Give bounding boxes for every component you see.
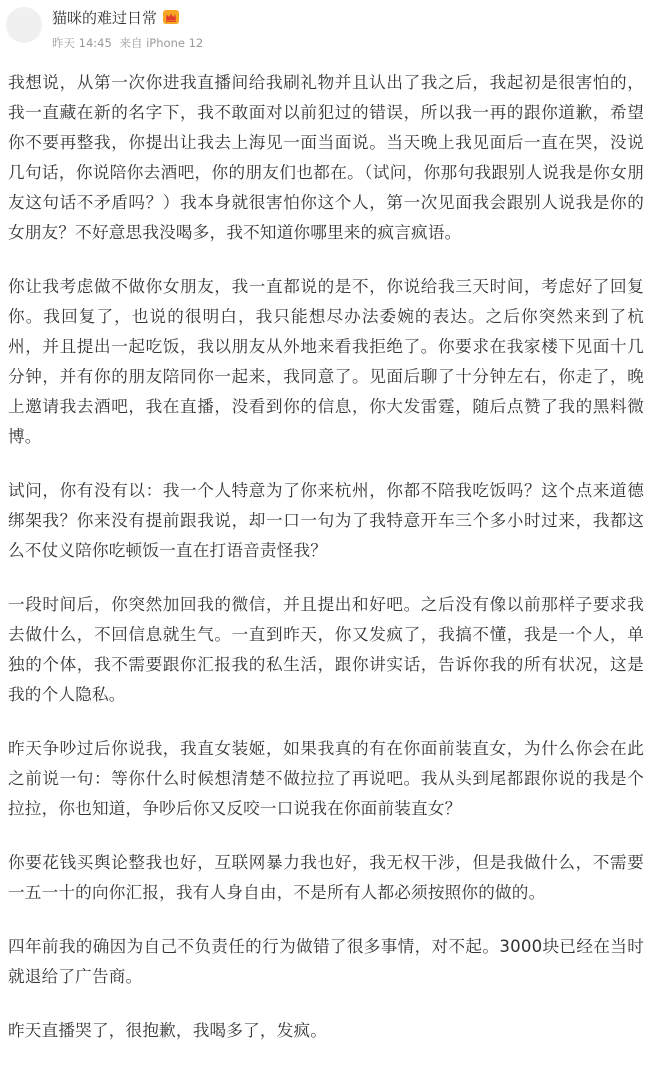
paragraph-7: 四年前我的确因为自己不负责任的行为做错了很多事情，对不起。3000块已经在当时就退给了广告商。 — [8, 937, 644, 986]
post-body — [8, 68, 644, 1070]
post-header — [0, 0, 650, 64]
paragraph-6: 你要花钱买舆论整我也好，互联网暴力我也好，我无权干涉，但是我做什么，不需要一五一十的向你汇报，我有人身自由，不是所有人都必须按照你的做的。 — [8, 853, 644, 902]
post-meta — [52, 35, 207, 51]
paragraph-4: 一段时间后，你突然加回我的微信，并且提出和好吧。之后没有像以前那样子要求我去做什么，不回信息就生气。一直到昨天，你又发疯了，我搞不懂，我是一个人，单独的个体，我不需要跟你汇报我的私生活，跟你讲实话，告诉你我的所有状况，这是我的个人隐私。 — [8, 595, 644, 704]
avatar[interactable] — [6, 7, 42, 43]
paragraph-1: 我想说，从第一次你进我直播间给我刷礼物并且认出了我之后，我起初是很害怕的，我一直藏在新的名字下，我不敢面对以前犯过的错误，所以我一再的跟你道歉，希望你不要再整我，你提出让我去上海见一面当面说。当天晚上我见面后一直在哭，没说几句话，你说陪你去酒吧，你的朋友们也都在。（试问，你那句我跟别人说我是你女朋友这句话不矛盾吗？）我本身就很害怕你这个人，第一次见面我会跟别人说我是你的女朋友？不好意思我没喝多，我不知道你哪里来的疯言疯语。 — [8, 73, 644, 242]
username-text[interactable]: 猫咪的难过日常 — [52, 9, 158, 27]
paragraph-3: 试问，你有没有以：我一个人特意为了你来杭州，你都不陪我吃饭吗？这个点来道德绑架我？你来没有提前跟我说，却一口一句为了我特意开车三个多小时过来，我都这么不仗义陪你吃顿饭一直在打语音责怪我？ — [8, 481, 644, 560]
paragraph-5: 昨天争吵过后你说我，我直女装姬，如果我真的有在你面前装直女，为什么你会在此之前说一句：等你什么时候想清楚不做拉拉了再说吧。我从头到尾都跟你说的我是个拉拉，你也知道，争吵后你又反咬一口说我在你面前装直女？ — [8, 739, 644, 818]
paragraph-8: 昨天直播哭了，很抱歉，我喝多了，发疯。 — [8, 1021, 328, 1040]
vip-crown-icon — [163, 10, 179, 24]
paragraph-2: 你让我考虑做不做你女朋友，我一直都说的是不，你说给我三天时间，考虑好了回复你。我回复了，也说的很明白，我只能想尽办法委婉的表达。之后你突然来到了杭州，并且提出一起吃饭，我以朋友从外地来看我拒绝了。你要求在我家楼下见面十几分钟，并有你的朋友陪同你一起来，我同意了。见面后聊了十分钟左右，你走了，晚上邀请我去酒吧，我在直播，没看到你的信息，你大发雷霆，随后点赞了我的黑料微博。 — [8, 277, 644, 446]
post-time: 昨天 14:45 — [52, 36, 112, 50]
username[interactable] — [52, 8, 179, 28]
post-source[interactable]: 来自 iPhone 12 — [119, 36, 204, 50]
